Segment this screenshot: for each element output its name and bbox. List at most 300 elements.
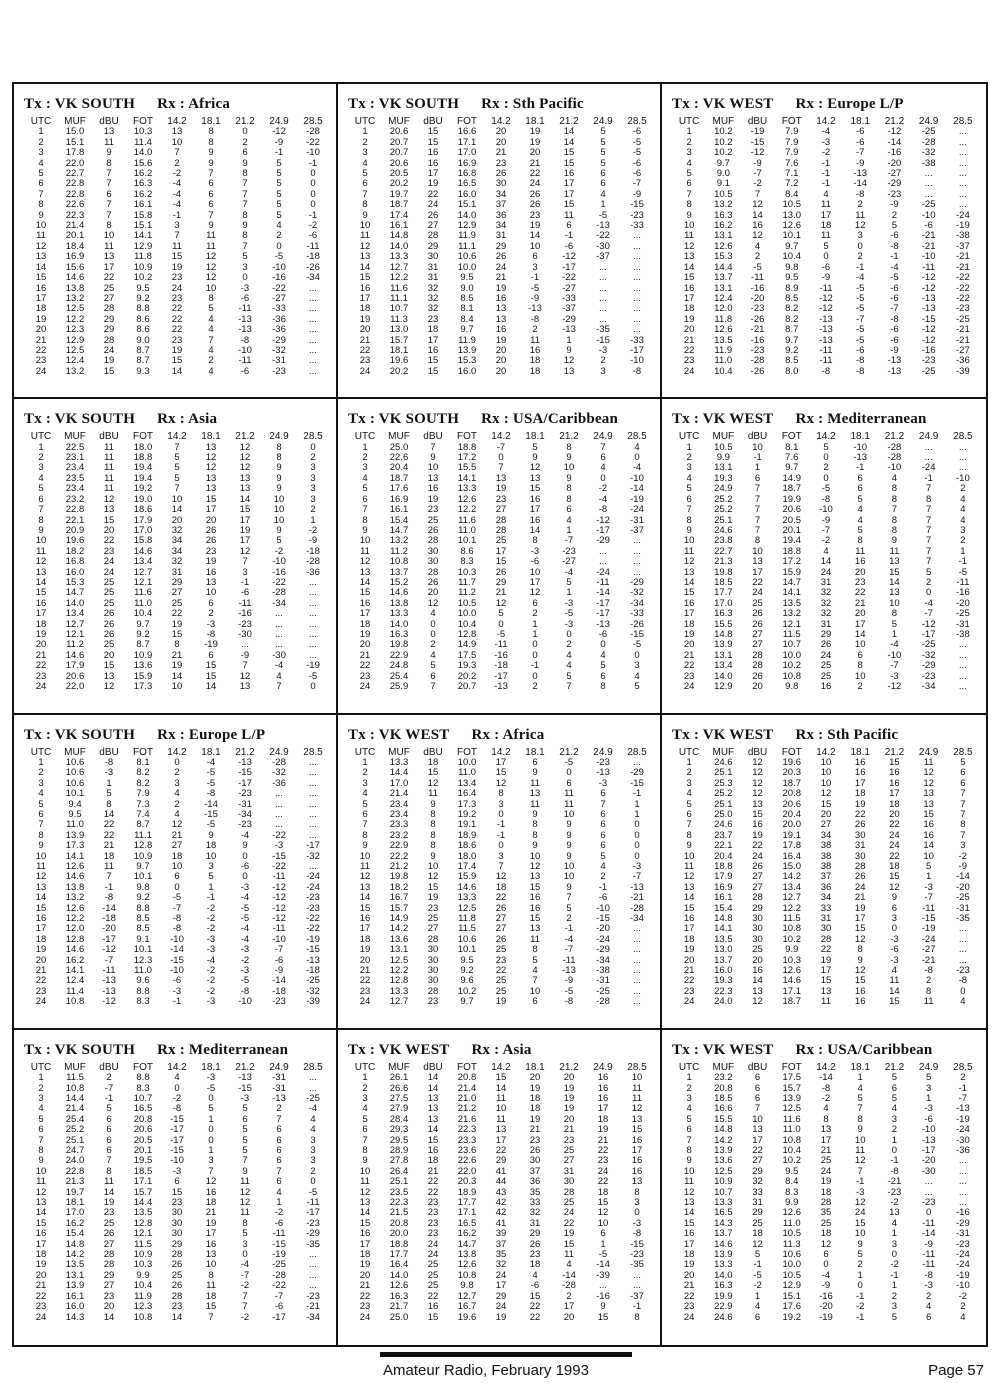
panel-title (672, 96, 980, 113)
table-cell: 24.7 (65, 1145, 85, 1156)
table-cell: -32 (921, 147, 936, 159)
prediction-panel (14, 715, 338, 1030)
table-cell: 11 (564, 788, 574, 800)
table-cell: -8 (206, 628, 216, 640)
table-cell: 30 (752, 933, 763, 945)
table-cell: 8.3 (136, 1082, 150, 1094)
table-cell: 19.8 (389, 871, 409, 883)
table-cell: -8 (530, 313, 540, 325)
table-cell: 3 (891, 1113, 898, 1125)
table-cell: 4 (174, 808, 180, 820)
table-cell: -4 (172, 188, 182, 200)
table-cell: 11 (564, 1249, 574, 1261)
table-cell: 9.5 (785, 1165, 799, 1177)
table-cell: ... (309, 798, 317, 810)
table-cell: ... (241, 639, 249, 651)
table-cell: 12 (171, 819, 183, 831)
table-cell: 21.7 (389, 1301, 409, 1313)
table-cell: 34 (495, 220, 507, 232)
table-cell: 19 (239, 524, 251, 536)
table-cell: 3 (600, 365, 606, 377)
table-cell: 12 (597, 1207, 609, 1219)
table-cell: 0 (925, 587, 932, 599)
table-cell: 10.6 (457, 933, 477, 945)
table-cell: 15.7 (389, 334, 409, 346)
table-cell: 1 (276, 1197, 282, 1209)
table-cell: 21.3 (65, 1176, 85, 1188)
frequency-table (348, 748, 654, 1008)
table-cell: -23 (596, 756, 610, 768)
table-cell: 2 (600, 355, 606, 367)
table-cell: 13 (923, 798, 934, 810)
table-cell: ... (633, 282, 641, 294)
table-cell: 8.5 (136, 923, 150, 935)
table-cell: 28 (103, 303, 115, 315)
footer-rule (380, 1352, 632, 1357)
table-cell: -14 (102, 902, 116, 914)
table-cell: 5 (566, 902, 572, 914)
table-cell: 12 (752, 788, 763, 800)
table-cell: 26 (529, 1145, 541, 1156)
table-cell: -9 (530, 292, 540, 304)
table-cell: -5 (564, 608, 574, 620)
table-cell: 13 (205, 441, 217, 453)
table-cell: -13 (562, 965, 576, 977)
table-cell: 12 (103, 681, 115, 692)
column-header: 24.9 (918, 1061, 939, 1073)
table-cell: 24 (683, 1311, 695, 1323)
table-cell: 18 (495, 881, 507, 893)
table-cell: 18.7 (389, 472, 409, 484)
table-cell: 8 (38, 829, 44, 841)
table-cell: 14.0 (133, 147, 153, 159)
table-cell: 6 (276, 1155, 282, 1167)
table-cell: -13 (528, 303, 542, 315)
table-cell: -6 (890, 944, 899, 956)
table-cell: 20.5 (389, 168, 409, 180)
table-cell: -12 (921, 282, 936, 294)
table-cell: 7 (754, 514, 761, 526)
table-cell: 3 (208, 860, 214, 872)
table-cell: ... (633, 1269, 641, 1281)
table-cell: -4 (632, 462, 642, 474)
column-header: 21.2 (235, 746, 255, 758)
table-cell: 23.3 (457, 1134, 477, 1146)
table-cell: 13 (171, 126, 183, 138)
table-cell: 23.2 (65, 493, 85, 505)
table-cell: 8 (208, 1269, 214, 1281)
table-cell: -11 (922, 1259, 936, 1271)
table-cell: 17.0 (133, 524, 153, 536)
table-cell: ... (958, 1197, 967, 1209)
table-cell: 15.4 (389, 514, 409, 526)
table-cell: -13 (238, 756, 252, 768)
table-cell: 0 (242, 871, 248, 883)
table-cell: 26 (854, 819, 866, 831)
table-cell: 1 (566, 524, 572, 536)
table-cell: 20 (563, 1113, 575, 1125)
table-cell: 5 (686, 798, 692, 810)
table-cell: 3 (362, 777, 368, 789)
table-cell: 25 (427, 1259, 439, 1271)
table-cell: 18 (854, 788, 866, 800)
table-cell: -8 (821, 493, 831, 505)
table-cell: -31 (596, 975, 610, 987)
table-cell: ... (958, 954, 967, 966)
table-cell: 17 (495, 756, 507, 768)
column-header: UTC (30, 431, 52, 443)
table-cell: 18.5 (714, 1092, 733, 1104)
table-cell: 12.6 (782, 1207, 802, 1219)
table-cell: -8 (958, 975, 968, 987)
table-cell: 11.3 (390, 313, 408, 325)
table-cell: ... (958, 168, 967, 180)
table-cell: 30 (752, 923, 763, 935)
table-cell: -10 (306, 147, 320, 159)
table-cell: -2 (206, 965, 216, 977)
table-cell: 21 (35, 334, 47, 346)
table-cell: -2 (206, 923, 216, 935)
table-cell: 3 (310, 462, 316, 474)
table-cell: 0 (634, 819, 640, 831)
table-cell: 25 (103, 282, 115, 294)
prediction-panel (14, 84, 338, 399)
table-cell: 18 (35, 933, 47, 945)
table-cell: 19 (427, 493, 439, 505)
table-cell: 13.3 (389, 251, 409, 263)
table-cell: 9 (38, 209, 44, 221)
table-cell: 24 (35, 1311, 47, 1323)
column-header: FOT (457, 746, 477, 758)
table-cell: 13 (239, 472, 251, 484)
prediction-panel (662, 84, 986, 399)
table-cell: 11 (104, 136, 114, 148)
table-cell: -33 (630, 608, 644, 620)
table-cell: 10.6 (457, 251, 477, 263)
table-cell: 14 (683, 576, 695, 588)
table-cell: 18.8 (133, 452, 153, 464)
table-cell: 20.5 (133, 1134, 153, 1146)
table-cell: 22 (683, 344, 695, 356)
table-cell: ... (309, 365, 317, 377)
table-row (672, 1073, 980, 1083)
table-cell: -1 (308, 157, 318, 169)
table-cell: 17.5 (457, 649, 477, 661)
table-cell: -1 (274, 147, 284, 159)
table-cell: -19 (750, 126, 765, 138)
table-cell: -31 (272, 1082, 286, 1094)
table-cell: -12 (102, 944, 116, 956)
table-cell: 31 (820, 913, 832, 924)
table-cell: 11.1 (458, 240, 476, 252)
table-cell: 10 (563, 462, 575, 474)
table-cell: 12.9 (133, 240, 153, 252)
table-cell: 16 (359, 282, 371, 294)
table-cell: 17.9 (133, 514, 153, 526)
table-cell: 19 (563, 1082, 575, 1094)
table-cell: 16 (631, 1134, 643, 1146)
table-cell: 23 (597, 1155, 609, 1167)
table-cell: 25 (820, 660, 832, 672)
table-row (24, 1073, 330, 1083)
table-cell: -22 (272, 1280, 286, 1292)
table-cell: 13 (529, 871, 541, 883)
table-cell: 18 (103, 850, 115, 862)
table-cell: 42 (495, 1197, 507, 1209)
table-cell: 10 (854, 639, 866, 651)
table-cell: -8 (890, 313, 899, 325)
table-cell: 14 (359, 892, 371, 904)
table-cell: 11.0 (134, 965, 152, 977)
table-cell: 9.7 (716, 157, 730, 169)
table-cell: 10.9 (133, 1249, 153, 1261)
table-cell: 11.7 (458, 576, 476, 588)
frequency-table (672, 748, 980, 1008)
table-cell: -11 (922, 261, 936, 273)
table-cell: 19 (103, 355, 115, 367)
table-cell: ... (599, 556, 607, 568)
table-cell: 0 (925, 1207, 932, 1219)
table-cell: 11 (360, 860, 370, 872)
table-cell: 4 (600, 462, 606, 474)
table-cell: 41 (495, 1165, 507, 1177)
table-cell: 14.0 (714, 1269, 733, 1281)
table-cell: -14 (562, 1269, 576, 1281)
table-cell: 16 (529, 892, 541, 904)
table-cell: 10 (820, 777, 832, 789)
table-cell: 18 (820, 1186, 832, 1198)
table-cell: -21 (921, 230, 936, 242)
table-cell: -29 (630, 767, 644, 779)
table-cell: -5 (240, 975, 250, 987)
table-cell: 8 (566, 483, 572, 495)
table-cell: 4 (174, 788, 180, 800)
prediction-panel (338, 84, 662, 399)
table-cell: 19.3 (714, 472, 733, 484)
column-header: 28.5 (627, 116, 647, 127)
table-cell: -3 (530, 545, 540, 557)
table-cell: -2 (890, 1259, 899, 1271)
table-cell: 10 (495, 1103, 507, 1115)
table-cell: 31 (171, 566, 183, 578)
table-cell: 18.0 (133, 441, 153, 453)
table-cell: 27 (427, 923, 439, 935)
table-cell: 11 (240, 1207, 250, 1219)
table-cell: 20.1 (65, 230, 85, 242)
table-cell: 11.9 (134, 1290, 152, 1302)
table-cell: 14.6 (65, 871, 85, 883)
table-cell: 22 (103, 535, 115, 547)
column-header: 28.5 (303, 116, 323, 127)
table-cell: 2 (686, 452, 692, 464)
table-cell: 18 (529, 1259, 541, 1271)
table-cell: -5 (598, 1249, 608, 1261)
table-cell: 21 (495, 587, 507, 599)
table-row (348, 997, 654, 1007)
table-cell: 31 (820, 618, 832, 630)
table-cell: 23.2 (389, 829, 409, 841)
table-cell: 3 (310, 483, 316, 495)
table-cell: 2 (362, 136, 368, 148)
table-cell: 22 (683, 660, 695, 672)
table-cell: 9 (686, 840, 692, 852)
table-cell: 17 (35, 1238, 47, 1250)
table-cell: 20.7 (389, 147, 409, 159)
table-cell: 8 (208, 126, 214, 138)
table-cell: 24.6 (714, 756, 733, 768)
table-cell: 22 (35, 344, 47, 356)
table-cell: 1 (38, 756, 44, 768)
table-cell: -23 (306, 1290, 320, 1302)
table-cell: -15 (238, 1082, 252, 1094)
table-cell: -10 (921, 251, 936, 263)
table-cell: 4 (634, 441, 640, 453)
table-cell: -4 (564, 933, 574, 945)
table-cell: 12.1 (782, 618, 802, 630)
table-cell: -7 (855, 147, 865, 159)
table-cell: 14 (103, 808, 115, 820)
table-cell: 7 (276, 1113, 282, 1125)
table-cell: 20.8 (133, 1113, 153, 1125)
column-header: FOT (133, 116, 153, 127)
table-cell: 19 (171, 344, 183, 356)
table-cell: -3 (206, 996, 216, 1008)
table-cell: 9 (106, 147, 112, 159)
table-cell: 20 (529, 147, 541, 159)
table-cell: -13 (494, 681, 508, 692)
table-cell: 19.6 (389, 355, 409, 367)
table-cell: 12.3 (133, 954, 153, 966)
table-cell: -29 (596, 535, 610, 547)
table-cell: 12.2 (457, 504, 477, 516)
table-cell: 7 (38, 188, 44, 200)
table-cell: ... (958, 1165, 967, 1177)
table-cell: 4 (857, 1082, 863, 1094)
table-cell: -2 (958, 1290, 968, 1302)
table-cell: -34 (630, 913, 644, 924)
table-cell: 9 (38, 1155, 44, 1167)
table-cell: 17.8 (65, 147, 85, 159)
table-cell: 5 (38, 1113, 44, 1125)
table-cell: 10.3 (133, 1259, 153, 1271)
table-cell: 16 (205, 566, 217, 578)
table-cell: 19 (359, 1259, 371, 1271)
table-cell: ... (309, 587, 317, 599)
table-cell: 23 (427, 902, 439, 914)
table-cell: 9 (566, 881, 572, 893)
rx-region: Rx : Mediterranean (795, 411, 927, 428)
table-cell: 13 (889, 1207, 900, 1219)
table-cell: 20.8 (714, 1082, 733, 1094)
table-cell: 10 (854, 1228, 866, 1240)
table-cell: -1 (104, 1092, 114, 1104)
table-cell: 6 (600, 788, 606, 800)
table-cell: -9 (890, 344, 899, 356)
table-cell: 14 (923, 840, 934, 852)
table-cell: -31 (956, 1228, 970, 1240)
column-header: UTC (678, 746, 700, 758)
table-cell: 12.7 (65, 618, 85, 630)
table-cell: 19.1 (782, 829, 802, 841)
table-cell: -6 (240, 365, 250, 377)
table-cell: 2 (857, 251, 863, 263)
table-cell: -1 (496, 819, 506, 831)
table-cell: 0 (174, 756, 180, 768)
table-cell: -23 (956, 1238, 970, 1250)
table-cell: 5 (754, 1249, 761, 1261)
tx-location: Tx : VK WEST (672, 96, 774, 112)
table-cell: 7 (362, 504, 368, 516)
table-cell: 11 (564, 209, 574, 221)
table-cell: 12.0 (714, 303, 733, 315)
table-cell: -27 (562, 282, 576, 294)
table-cell: 10 (854, 1134, 866, 1146)
table-cell: 13.3 (714, 1197, 733, 1209)
table-cell: 23 (683, 355, 695, 367)
table-cell: -1 (308, 209, 318, 221)
table-cell: 8 (600, 681, 606, 692)
table-cell: -5 (240, 913, 250, 924)
table-cell: -3 (855, 1186, 865, 1198)
table-cell: 10.6 (65, 767, 85, 779)
table-cell: 17 (359, 292, 371, 304)
table-cell: 7 (208, 1311, 214, 1323)
table-cell: 25 (427, 913, 439, 924)
table-cell: 18 (889, 860, 900, 872)
rx-region: Rx : Asia (157, 411, 218, 428)
table-cell: -29 (887, 178, 902, 190)
table-cell: -6 (240, 860, 250, 872)
table-cell: 10 (529, 566, 541, 578)
table-cell: 12 (752, 767, 763, 779)
table-cell: 23 (854, 576, 866, 588)
table-cell: 17 (854, 777, 866, 789)
table-cell: 23 (529, 1134, 541, 1146)
table-cell: 17 (889, 788, 900, 800)
table-cell: -11 (306, 240, 320, 252)
column-header: 28.5 (627, 746, 647, 758)
table-cell: 11 (206, 240, 216, 252)
table-cell: 9 (532, 840, 538, 852)
table-cell: 15 (427, 767, 439, 779)
table-cell: 27 (752, 871, 763, 883)
table-cell: 21 (103, 840, 115, 852)
table-cell: 14.3 (714, 1217, 733, 1229)
table-cell: 18 (683, 303, 695, 315)
table-cell: -36 (272, 313, 286, 325)
table-cell: 5 (106, 1103, 112, 1115)
table-cell: 20 (820, 808, 832, 820)
table-cell: ... (599, 313, 607, 325)
table-cell: 17 (103, 261, 115, 273)
table-cell: 1 (38, 1072, 44, 1084)
table-cell: 27.9 (389, 1103, 409, 1115)
table-cell: 13 (563, 365, 575, 377)
table-cell: -28 (887, 441, 902, 453)
table-cell: 19.2 (782, 1311, 802, 1323)
table-cell: 10 (631, 1072, 643, 1084)
table-cell: 17 (563, 188, 575, 200)
table-cell: 14.2 (65, 1249, 85, 1261)
table-cell: 27 (171, 840, 183, 852)
table-cell: -36 (306, 566, 320, 578)
table-cell: 14 (427, 1072, 439, 1084)
table-cell: 7.6 (785, 452, 799, 464)
table-cell: -33 (562, 292, 576, 304)
table-cell: 21 (359, 1280, 371, 1292)
table-cell: 12.6 (714, 324, 733, 336)
table-cell: 12.6 (389, 1280, 409, 1292)
